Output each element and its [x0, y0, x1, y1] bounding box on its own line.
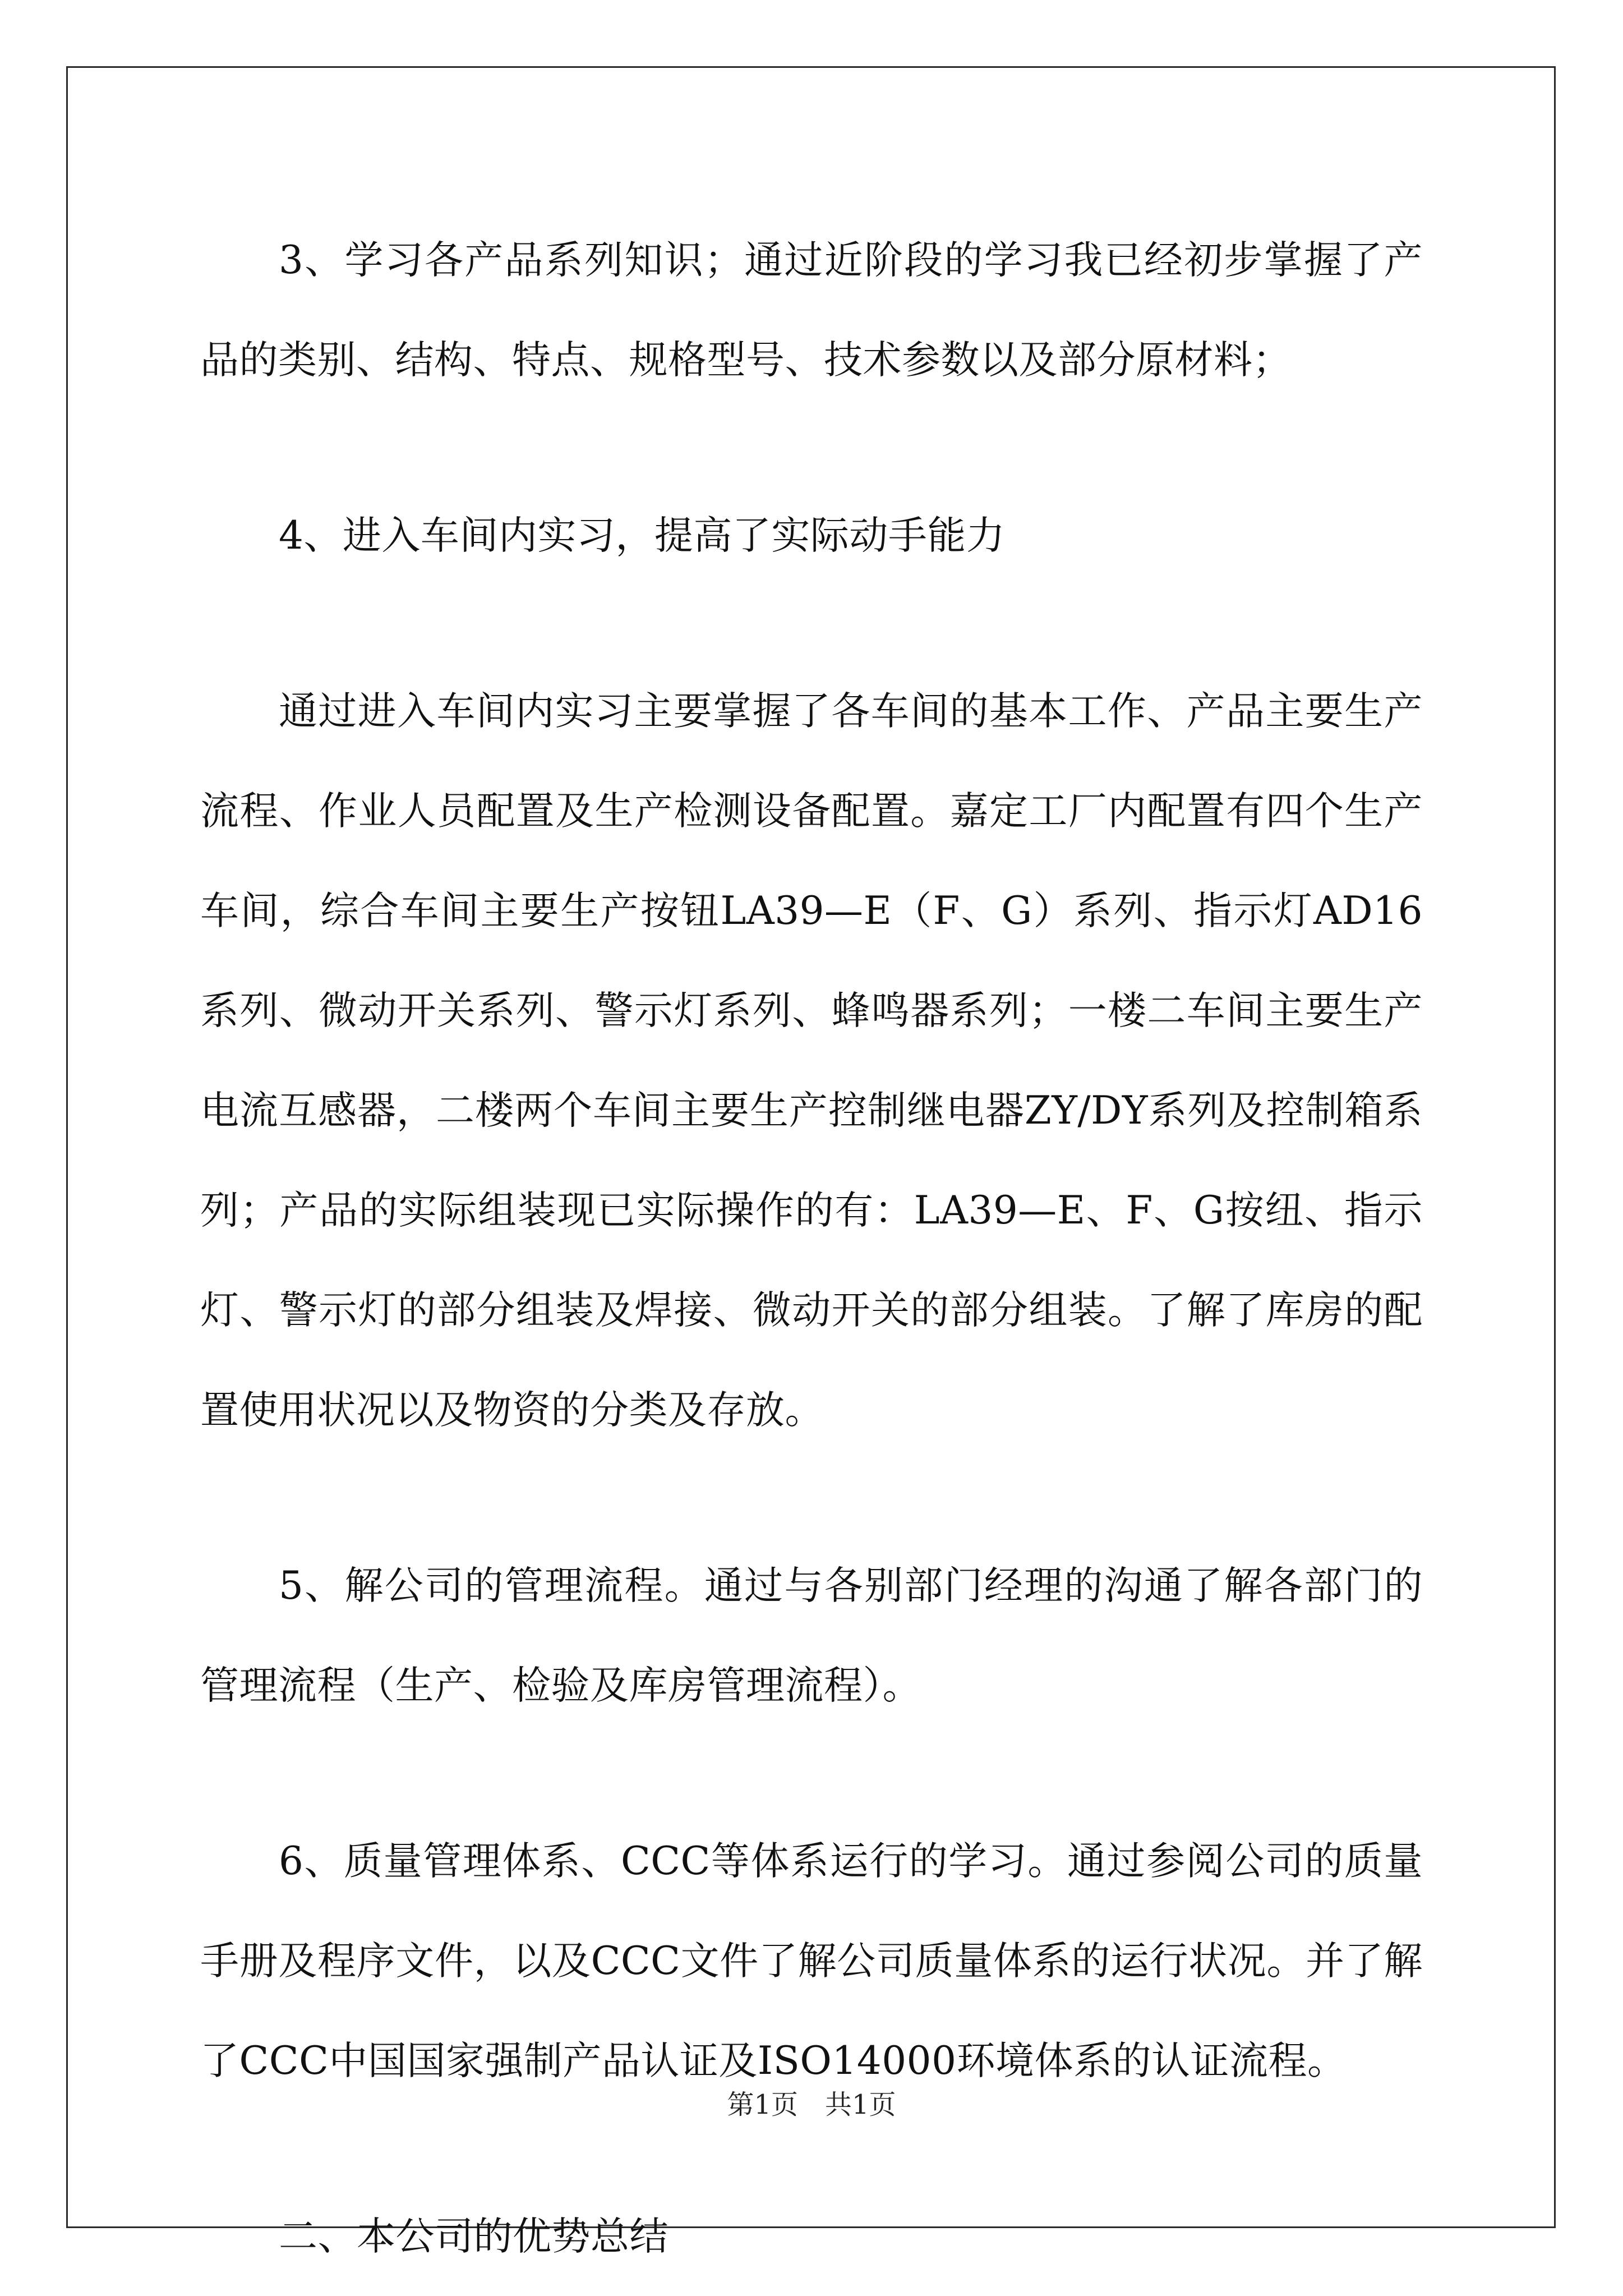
page-total: 共1页 — [825, 2089, 896, 2120]
paragraph-workshop-details: 通过进入车间内实习主要掌握了各车间的基本工作、产品主要生产流程、作业人员配置及生产检测设备配置。嘉定工厂内配置有四个生产车间，综合车间主要生产按钮LA39—E（F、G）系列、指示灯AD16系列、微动开关系列、警示灯系列、蜂鸣器系列；一楼二车间主要生产电流互感器，二楼两个车间主要生产控制继电器ZY/DY系列及控制箱系列；产品的实际组装现已实际操作的有：LA39—E、F、G按纽、指示灯、警示灯的部分组装及焊接、微动开关的部分组装。了解了库房的配置使用状况以及物资的分类及存放。 — [200, 689, 1423, 1433]
page-footer — [0, 2088, 1623, 2122]
document-body — [200, 210, 1423, 2286]
section-heading-advantages: 二、本公司的优势总结 — [279, 2214, 668, 2259]
paragraph-workshop-heading: 4、进入车间内实习，提高了实际动手能力 — [279, 513, 1006, 558]
page-number: 第1页 — [727, 2089, 798, 2120]
paragraph-product-knowledge: 3、学习各产品系列知识；通过近阶段的学习我已经初步掌握了产品的类别、结构、特点、规格型号、技术参数以及部分原材料； — [200, 238, 1423, 383]
paragraph-management-process: 5、解公司的管理流程。通过与各别部门经理的沟通了解各部门的管理流程（生产、检验及库房管理流程）。 — [200, 1563, 1423, 1708]
paragraph-quality-system: 6、质量管理体系、CCC等体系运行的学习。通过参阅公司的质量手册及程序文件，以及CCC文件了解公司质量体系的运行状况。并了解了CCC中国国家强制产品认证及ISO14000环境体系的认证流程。 — [200, 1839, 1423, 2083]
